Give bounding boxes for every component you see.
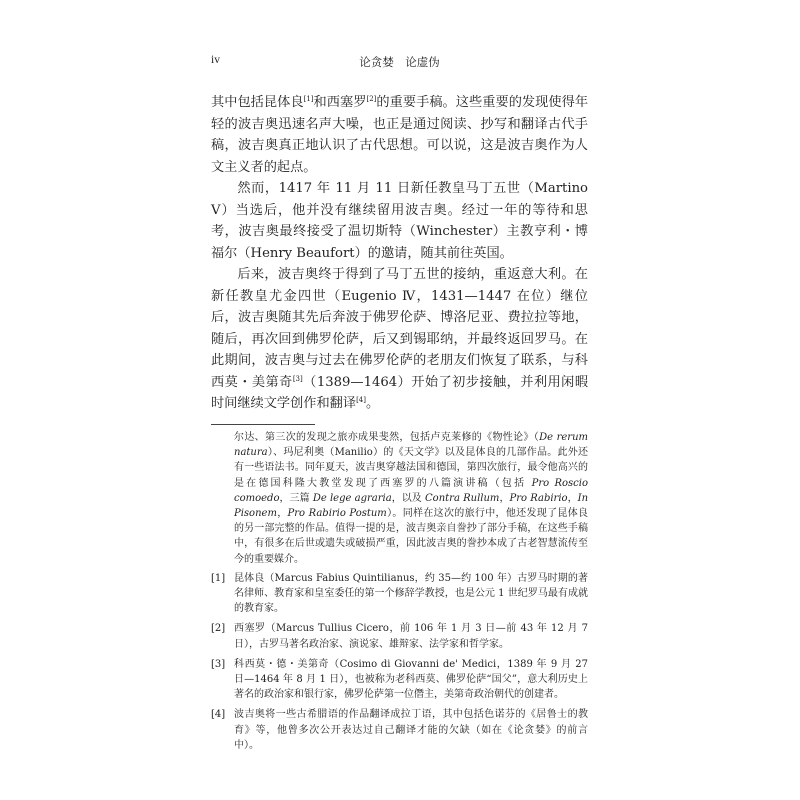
footnote-ref-4[interactable]: [4] [356, 396, 366, 404]
footnote-text: 昆体良（Marcus Fabius Quintilianus，约 35—约 100 年）古罗马时期的著名律师、教育家和皇室委任的第一个修辞学教授，也是公元 1 世纪罗马最有成就的教育家。 [234, 572, 588, 615]
paragraph-1 [211, 92, 588, 178]
footnote-ref-1[interactable]: [1] [303, 95, 314, 103]
footnote-divider [211, 424, 315, 425]
footnote-text: 西塞罗（Marcus Tullius Cicero，前 106 年 1 月 3 日—前 43 年 12 月 7 日），古罗马著名政治家、演说家、雄辩家、法学家和哲学家。 [234, 623, 588, 650]
footnote-1 [211, 571, 588, 617]
paragraph-2: 然而，1417 年 11 月 11 日新任教皇马丁五世（Martino V）当选后，他并没有继续留用波吉奥。经过一年的等待和思考，波吉奥最终接受了温切斯特（Winchester）主教亨利・博福尔（Henry Beaufort）的邀请，随其前往英国。 [211, 181, 588, 261]
footnote-ref-2[interactable]: [2] [366, 95, 377, 103]
body-text [211, 92, 588, 415]
footnote-text: 波吉奥将一些古希腊语的作品翻译成拉丁语，其中包括色诺芬的《居鲁士的教育》等，他曾多次公开表达过自己翻译才能的欠缺（如在《论贪婪》的前言中）。 [234, 709, 588, 751]
footnotes [211, 430, 588, 758]
paragraph-text: 的重要手稿。这些重要的发现使得年轻的波吉奥迅速名声大噪，也正是通过阅读、抄写和翻译古代手稿，波吉奥真正地认识了古代思想。可以说，这是波吉奥作为人文主义者的起点。 [211, 95, 589, 175]
paragraph-text: （1389—1464）开始了初步接触，并利用闲暇时间继续文学创作和翻译 [211, 374, 589, 411]
paragraph-text: 后来，波吉奥终于得到了马丁五世的接纳，重返意大利。在新任教皇尤金四世（Eugenio Ⅳ，1431—1447 在位）继位后，波吉奥随其先后奔波于佛罗伦萨、博洛尼亚、费拉拉等地，随后，再次回到佛罗伦萨，后又到锡耶纳，并最终返回罗马。在此期间，波吉奥与过去在佛罗伦萨的老朋友们恢复了联系，与科西莫・美第奇 [211, 267, 588, 390]
paragraph-text: 其中包括昆体良 [211, 95, 304, 110]
footnote-4 [211, 707, 588, 753]
running-title: 论贪婪 论虚伪 [359, 55, 440, 69]
page-header [211, 54, 588, 70]
paragraph-text: 和西塞罗 [313, 95, 367, 110]
footnote-label: [1] [211, 572, 226, 584]
footnote-text: 科西莫・德・美第奇（Cosimo di Giovanni de' Medici，1389 年 9 月 27 日—1464 年 8 月 1 日），也被称为老科西莫、佛罗伦萨“国父”，意大利历史上著名的政治家和银行家，佛罗伦萨第一位僭主，美第奇政治朝代的创建者。 [234, 658, 588, 701]
paragraph-3 [211, 264, 588, 415]
footnote-label: [3] [211, 658, 226, 670]
footnote-label: [2] [211, 623, 226, 635]
footnote-ref-3[interactable]: [3] [292, 374, 303, 383]
footnote-continuation: 尔达、第三次的发现之旅亦成果斐然，包括卢克莱修的《物性论》（De rerum natura）、玛尼利奥（Manilio）的《天文学》以及昆体良的几部作品。此外还有一些语法书。同年夏天，波吉奥穿越法国和德国，第四次旅行，最令他高兴的是在德国科隆大教堂发现了西塞罗的八篇演讲稿（包括 Pro Roscio comoedo，三篇 De lege agraria，以及 Contra Rullum，Pro Rabirio，In Pisonem，Pro Rabirio Postum）。同样在这次的旅行中，他还发现了昆体良的另一部完整的作品。值得一提的是，波吉奥亲自誊抄了部分手稿，在这些手稿中，有很多在后世或遗失或破损严重，因此波吉奥的誊抄本成了古老智慧流传至今的重要媒介。 [234, 432, 589, 565]
page-number: iv [211, 54, 220, 66]
footnote-label: [4] [211, 709, 226, 721]
footnote-2 [211, 621, 588, 651]
paragraph-text: 。 [365, 396, 380, 411]
footnote-3 [211, 657, 588, 703]
